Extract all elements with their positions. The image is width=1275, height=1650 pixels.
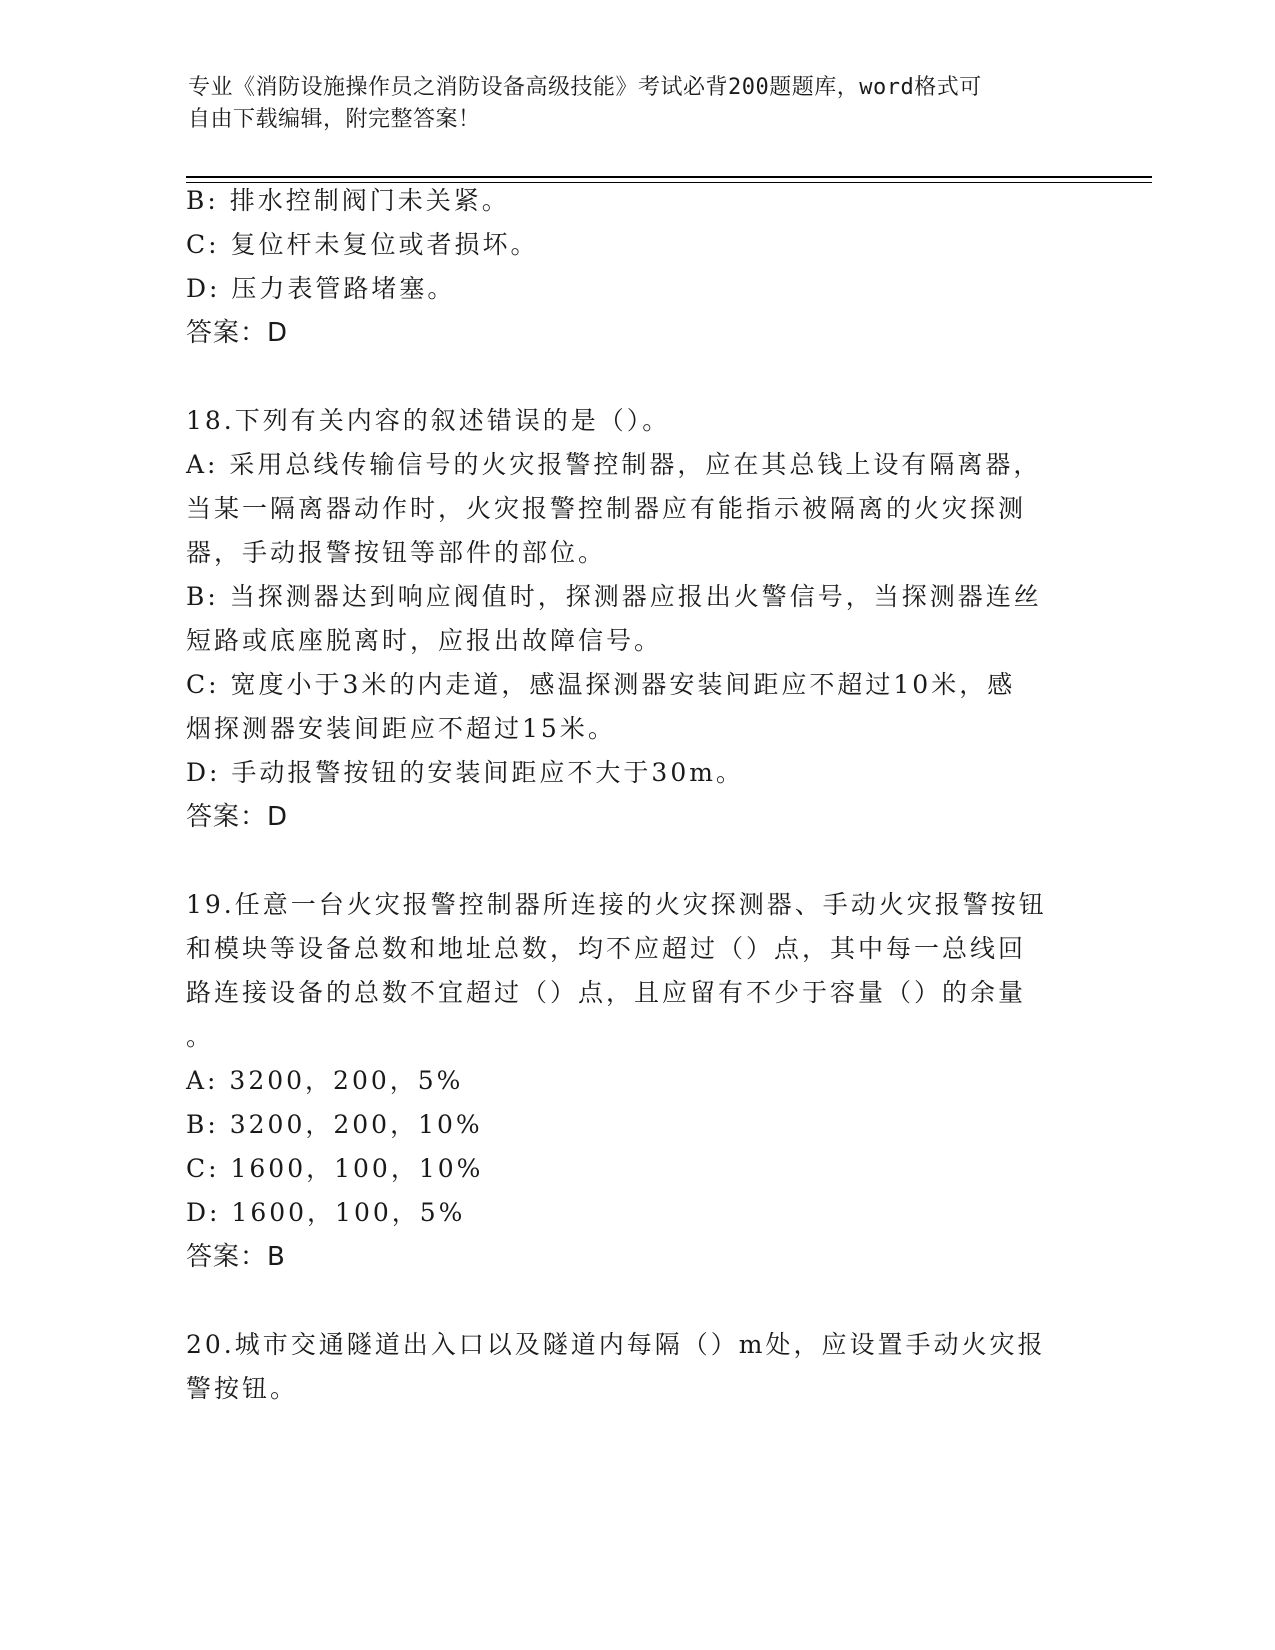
- q18-option-b-line-2: 短路或底座脱离时，应报出故障信号。: [186, 626, 663, 655]
- q18-answer: 答案：D: [186, 802, 289, 832]
- q19-question-line-4: 。: [186, 1022, 215, 1051]
- q19-question-line-2: 和模块等设备总数和地址总数，均不应超过（）点，其中每一总线回: [186, 934, 1027, 963]
- q18-question: 18.下列有关内容的叙述错误的是（）。: [186, 406, 671, 435]
- q18-option-c-line-1: C: 宽度小于3米的内走道，感温探测器安装间距应不超过10米，感: [186, 670, 1016, 699]
- q18-option-a-line-2: 当某一隔离器动作时，火灾报警控制器应有能指示被隔离的火灾探测: [186, 494, 1027, 523]
- q18-option-b-line-1: B: 当探测器达到响应阀值时，探测器应报出火警信号，当探测器连丝: [186, 582, 1042, 611]
- q19-option-c: C: 1600，100，10%: [186, 1154, 484, 1183]
- q19-question-line-1: 19.任意一台火灾报警控制器所连接的火灾探测器、手动火灾报警按钮: [186, 890, 1047, 919]
- q19-option-a: A: 3200，200，5%: [186, 1066, 464, 1095]
- q19-answer: 答案：B: [186, 1242, 286, 1272]
- q19-option-d: D: 1600，100，5%: [186, 1198, 466, 1227]
- header-rule-thick: [186, 176, 1152, 178]
- q18-option-a-line-3: 器，手动报警按钮等部件的部位。: [186, 538, 607, 567]
- q17-option-d: D: 压力表管路堵塞。: [186, 274, 456, 303]
- q20-question-line-2: 警按钮。: [186, 1374, 299, 1403]
- header-rule-thin: [186, 182, 1152, 183]
- header-line-2: 自由下载编辑，附完整答案！: [188, 107, 481, 132]
- q19-option-b: B: 3200，200，10%: [186, 1110, 483, 1139]
- q17-answer: 答案：D: [186, 318, 289, 348]
- q18-option-a-line-1: A: 采用总线传输信号的火灾报警控制器，应在其总钱上设有隔离器，: [186, 450, 1042, 479]
- q17-option-b: B: 排水控制阀门未关紧。: [186, 186, 510, 215]
- q19-question-line-3: 路连接设备的总数不宜超过（）点，且应留有不少于容量（）的余量: [186, 978, 1027, 1007]
- q18-option-d: D: 手动报警按钮的安装间距应不大于30m。: [186, 758, 744, 787]
- header-line-1: 专业《消防设施操作员之消防设备高级技能》考试必背200题题库，word格式可: [188, 75, 982, 100]
- q17-option-c: C: 复位杆未复位或者损坏。: [186, 230, 539, 259]
- q20-question-line-1: 20.城市交通隧道出入口以及隧道内每隔（）m处，应设置手动火灾报: [186, 1330, 1046, 1359]
- document-header: [188, 72, 1068, 136]
- q18-option-c-line-2: 烟探测器安装间距应不超过15米。: [186, 714, 616, 743]
